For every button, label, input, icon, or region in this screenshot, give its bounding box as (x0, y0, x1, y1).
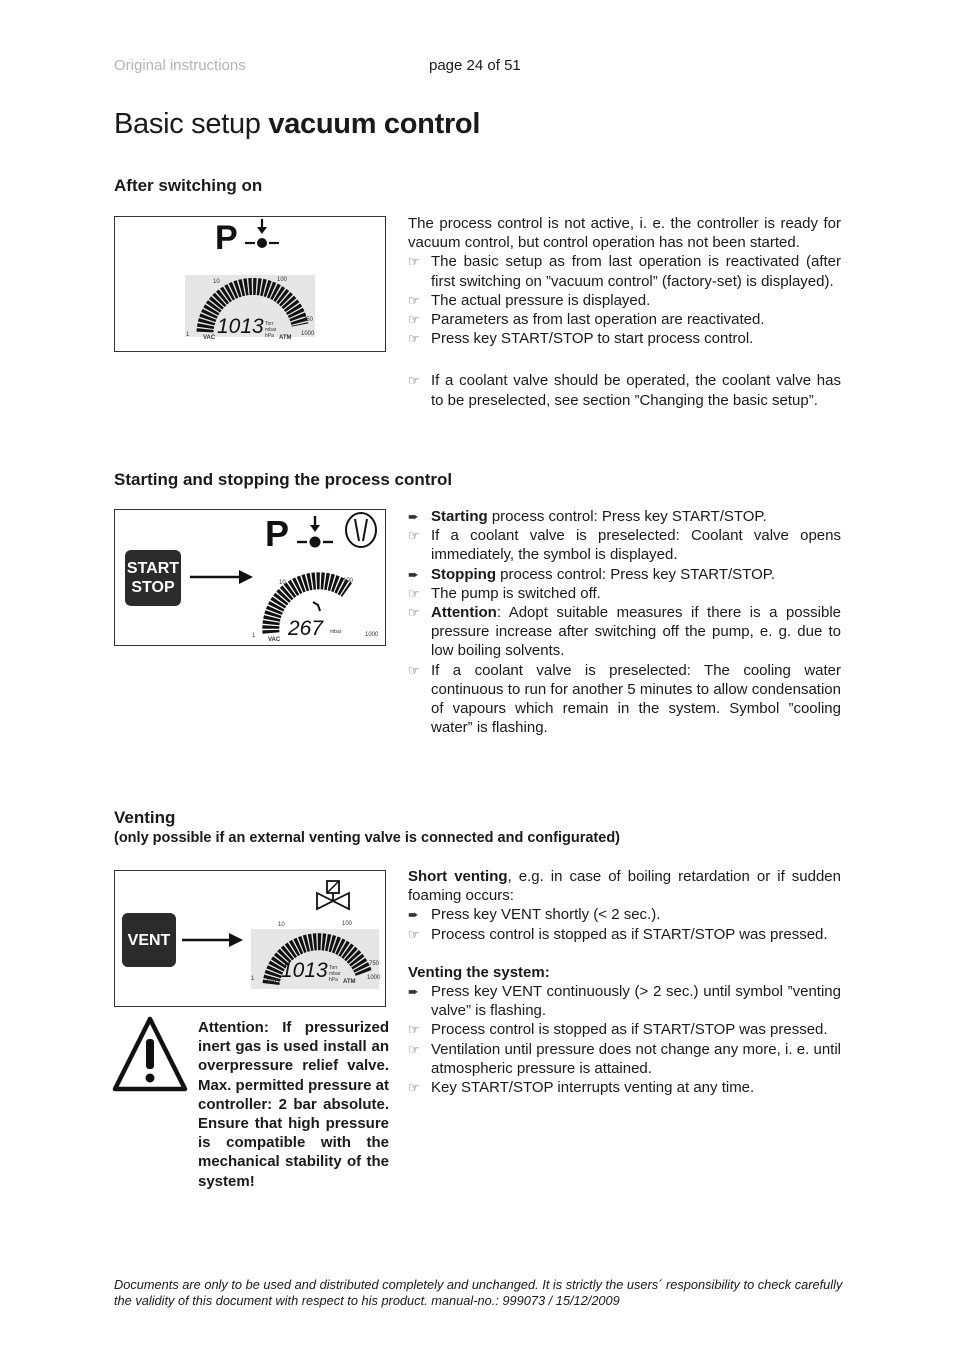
unit-hpa: hPa (265, 333, 274, 339)
scale-10: 10 (213, 279, 220, 285)
item-bold: Stopping (431, 565, 496, 583)
scale-1000: 1000 (365, 632, 379, 638)
hand-pointer-icon: ☞ (408, 254, 420, 270)
list-item-text: If a coolant valve is preselected: Coolant valve opens immediately, the symbol is displayed. (431, 527, 841, 564)
scale-100: 100 (277, 277, 288, 283)
list-item (408, 925, 841, 944)
venting-system-heading: Venting the system: (408, 963, 550, 981)
scale-750: 750 (369, 961, 380, 967)
scale-1000: 1000 (367, 975, 381, 981)
list-item (408, 982, 841, 1020)
title-normal: Basic setup (114, 108, 269, 140)
page-title (114, 108, 480, 141)
vac-label: VAC (203, 335, 216, 341)
pressure-readout: 1013 (281, 959, 328, 982)
scale-1000: 1000 (301, 331, 315, 337)
section-heading-venting: Venting (114, 808, 176, 827)
vac-label: VAC (267, 979, 280, 985)
arrow-bullet-icon: ➨ (408, 566, 419, 582)
hand-pointer-icon: ☞ (408, 373, 420, 389)
list-item (408, 603, 841, 661)
scale-750: 750 (303, 317, 314, 323)
unit-mbar: mbar (265, 327, 277, 333)
list-item-text: The basic setup as from last operation is reactivated (after first switching on ”vacuum control” (factory-set) is displayed). (431, 253, 841, 290)
scale-100: 100 (342, 921, 353, 927)
unit-hpa: hPa (329, 977, 338, 983)
list-item-text: Press key VENT shortly (< 2 sec.). (431, 906, 661, 924)
arrow-right-icon (182, 933, 243, 947)
arrow-bullet-icon: ➨ (408, 984, 419, 1000)
list-item (408, 1040, 841, 1078)
list-item-text: If a coolant valve should be operated, the coolant valve has to be preselected, see section ”Changing the basic setup”. (431, 372, 841, 409)
hand-pointer-icon: ☞ (408, 585, 420, 601)
item-bold: Starting (431, 508, 488, 525)
pump-down-icon (245, 219, 279, 248)
pressure-readout: 267 (288, 617, 324, 640)
unit-torr: Torr (329, 965, 338, 971)
hand-pointer-icon: ☞ (408, 312, 420, 328)
list-item (408, 565, 841, 584)
list-item (408, 252, 841, 290)
hand-pointer-icon: ☞ (408, 926, 420, 942)
display-p-letter: P (265, 513, 290, 554)
scale-1: 1 (186, 332, 190, 338)
hand-pointer-icon: ☞ (408, 662, 420, 678)
short-venting-text: , e.g. in case of boiling retardation or if sudden foaming occurs: (408, 868, 841, 905)
section1-text (408, 214, 841, 410)
list-item (408, 329, 841, 348)
unit-mbar: mbar (329, 971, 341, 977)
list-item-text: process control: Press key START/STOP. (487, 508, 767, 525)
list-item-text: : Adopt suitable measures if there is a possible pressure increase after switching off the pump, e. g. due to low boiling solvents. (431, 604, 841, 660)
list-item (408, 905, 841, 924)
title-bold: vacuum control (268, 108, 481, 140)
pump-down-icon (297, 516, 333, 548)
hand-pointer-icon: ☞ (408, 292, 420, 308)
list-item-text: Parameters as from last operation are reactivated. (431, 311, 765, 329)
list-item-text: Press key VENT continuously (> 2 sec.) until symbol ”venting valve” is flashing. (431, 983, 841, 1020)
header-document-type: Original instructions (114, 57, 246, 74)
list-item (408, 1020, 841, 1039)
page-number: page 24 of 51 (429, 57, 521, 74)
section3-text (408, 867, 841, 1097)
arrow-bullet-icon: ➨ (408, 907, 419, 923)
hand-pointer-icon: ☞ (408, 1080, 420, 1096)
hand-pointer-icon: ☞ (408, 528, 420, 544)
section-heading-after-switching-on: After switching on (114, 176, 263, 195)
list-item (408, 507, 841, 526)
footer-disclaimer: Documents are only to be used and distributed completely and unchanged. It is strictly the users´ responsibility to check carefully the validity of this document with respect to his product. manual-no.: 999073 / 15/12/2009 (114, 1277, 843, 1308)
list-item (408, 661, 841, 738)
unit-torr: Torr (265, 321, 274, 327)
list-item (408, 584, 841, 603)
list-item-note (408, 371, 841, 409)
list-item (408, 310, 841, 329)
warning-triangle-icon (112, 1015, 188, 1093)
venting-subheading: (only possible if an external venting valve is connected and configurated) (114, 830, 620, 846)
arrow-bullet-icon: ➨ (408, 509, 419, 524)
atm-label: ATM (279, 335, 292, 341)
controller-display-figure (115, 871, 385, 1006)
list-item-text: process control: Press key START/STOP. (495, 565, 775, 583)
list-item-text: Process control is stopped as if START/STOP was pressed. (431, 925, 828, 943)
short-venting-bold: Short venting (408, 868, 508, 885)
list-item-text: Key START/STOP interrupts venting at any time. (431, 1079, 755, 1097)
coolant-valve-icon (346, 513, 376, 547)
controller-display-figure (115, 217, 385, 351)
display-panel-1013 (114, 216, 386, 352)
short-venting-intro (408, 867, 841, 905)
item-bold: Attention (431, 604, 497, 622)
list-item-text: Process control is stopped as if START/STOP was pressed. (431, 1021, 828, 1039)
pressure-readout: 1013 (217, 315, 264, 338)
list-item-text: If a coolant valve is preselected: The cooling water continuous to run for another 5 minutes to allow condensation of vapours which remain in the system. Symbol ”cooling water” is flashing. (431, 661, 841, 737)
hand-pointer-icon: ☞ (408, 1041, 420, 1057)
scale-1: 1 (251, 976, 255, 982)
scale-100: 100 (343, 578, 354, 584)
list-item (408, 526, 841, 564)
list-item-text: Press key START/STOP to start process control. (431, 330, 754, 348)
list-item (408, 291, 841, 310)
stop-key-label: STOP (131, 579, 175, 596)
venting-valve-icon (317, 881, 349, 909)
arrow-right-icon (190, 570, 253, 584)
display-p-letter: P (215, 219, 238, 257)
list-item-text: The pump is switched off. (431, 584, 601, 602)
start-key-label: START (126, 560, 180, 577)
vent-key-label: VENT (127, 931, 171, 949)
display-panel-vent (114, 870, 386, 1007)
section1-intro: The process control is not active, i. e. the controller is ready for vacuum control, but control operation has not been started. (408, 215, 841, 252)
section2-text (408, 507, 841, 737)
bargraph-pointer (313, 602, 320, 611)
scale-1: 1 (252, 633, 256, 639)
hand-pointer-icon: ☞ (408, 605, 420, 621)
atm-label: ATM (343, 979, 356, 985)
vac-label: VAC (268, 637, 281, 643)
scale-10: 10 (278, 922, 285, 928)
warning-text: Attention: If pressurized inert gas is used install an overpressure relief valve. Max. permitted pressure at controller: 2 bar absolute. Ensure that high pressure is compatible with the mechanical stability of the system! (198, 1019, 389, 1190)
list-item-text: Ventilation until pressure does not change any more, i. e. until atmospheric pressure is attained. (431, 1040, 841, 1077)
section-heading-start-stop: Starting and stopping the process control (114, 470, 453, 489)
controller-display-figure (115, 510, 385, 645)
display-panel-start-stop (114, 509, 386, 646)
unit-mbar: mbar (330, 629, 342, 635)
scale-10: 10 (279, 580, 286, 586)
list-item-text: The actual pressure is displayed. (431, 291, 651, 309)
hand-pointer-icon: ☞ (408, 331, 420, 347)
hand-pointer-icon: ☞ (408, 1022, 420, 1038)
list-item (408, 1078, 841, 1097)
